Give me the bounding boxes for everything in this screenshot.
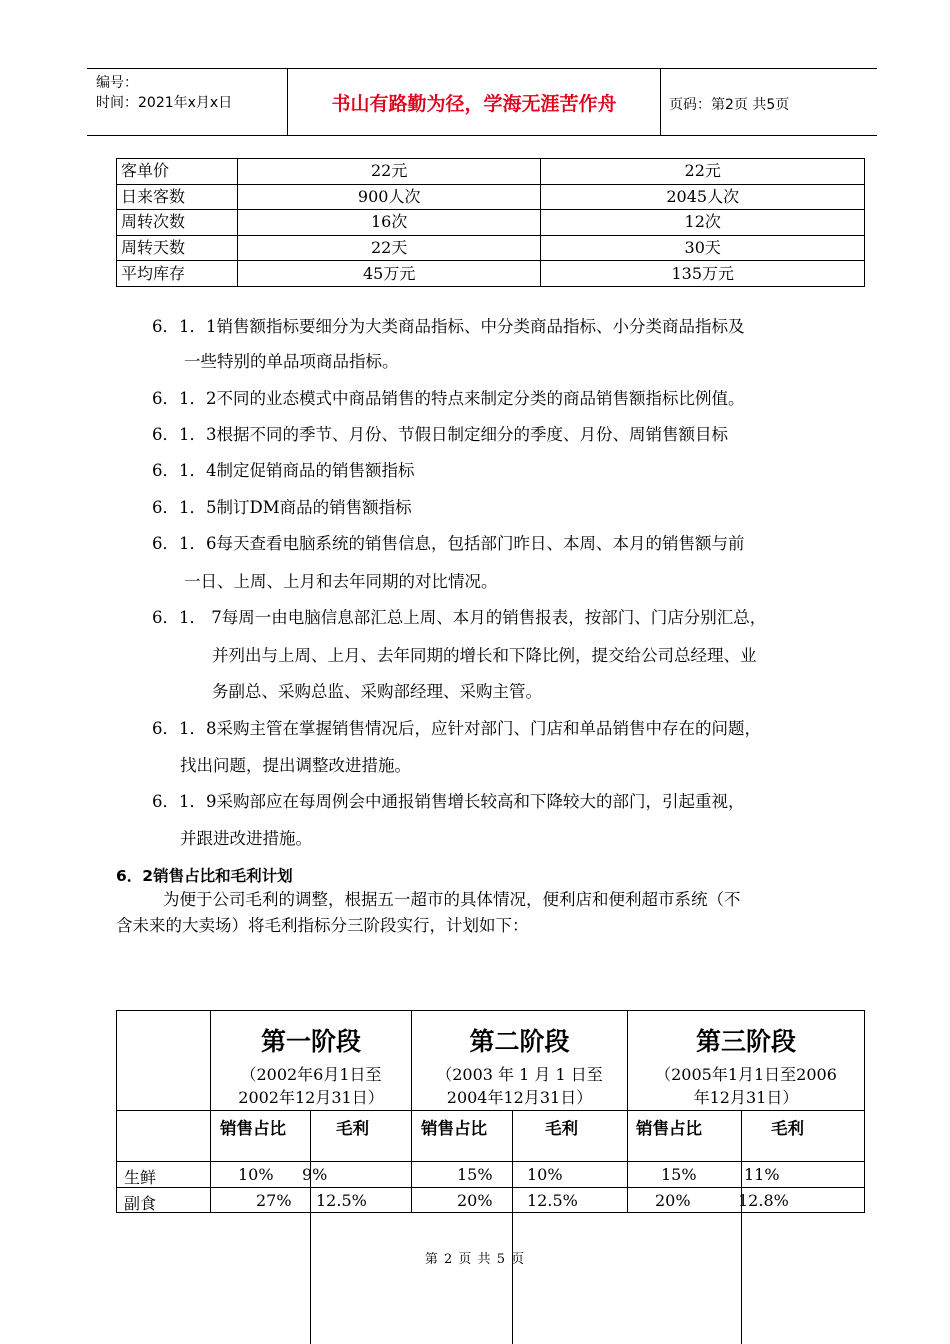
value-b: 30天 xyxy=(541,235,865,261)
table-border xyxy=(310,1110,311,1344)
value-a: 900人次 xyxy=(237,184,541,210)
row-label: 平均库存 xyxy=(117,261,238,287)
value-b: 12次 xyxy=(541,210,865,236)
item-6-line-2: 一日、上周、上月和去年同期的对比情况。 xyxy=(184,572,498,591)
page-label: 页码：第2页 共5页 xyxy=(669,97,790,113)
cell-value: 27% xyxy=(256,1191,292,1210)
col-sales-share-3: 销售占比 xyxy=(636,1119,702,1138)
table-row xyxy=(117,210,865,236)
item-7-line-2: 并列出与上周、上月、去年同期的增长和下降比例，提交给公司总经理、业 xyxy=(212,646,757,665)
row-label: 周转次数 xyxy=(117,210,238,236)
row-label: 副食 xyxy=(124,1194,157,1213)
row-label: 客单价 xyxy=(117,159,238,185)
cell-value: 11% xyxy=(744,1165,780,1184)
metrics-table xyxy=(116,158,865,287)
table-border xyxy=(741,1110,742,1344)
table-border xyxy=(864,1010,865,1212)
header-bottom-rule xyxy=(87,135,877,136)
section-intro-line-2: 含未来的大卖场）将毛利指标分三阶段实行，计划如下： xyxy=(116,916,529,935)
cell-value: 15% xyxy=(457,1165,493,1184)
item-9-line-2: 并跟进改进措施。 xyxy=(180,829,312,848)
cell-value: 15% xyxy=(661,1165,697,1184)
col-margin-1: 毛利 xyxy=(336,1119,369,1138)
header-top-rule xyxy=(87,68,877,69)
stage-2-range xyxy=(414,1063,625,1109)
item-1-line-2: 一些特别的单品项商品指标。 xyxy=(184,352,399,371)
serial-label: 编号： xyxy=(96,75,138,91)
stage-3-title: 第三阶段 xyxy=(695,1027,796,1056)
table-row xyxy=(117,261,865,287)
header-motto: 书山有路勤为径，学海无涯苦作舟 xyxy=(331,93,617,115)
value-b: 2045人次 xyxy=(541,184,865,210)
stage-2-range-line-2: 2004年12月31日） xyxy=(446,1088,593,1107)
stage-3-range xyxy=(630,1063,862,1109)
table-border xyxy=(116,1010,117,1212)
section-heading: 6．2销售占比和毛利计划 xyxy=(116,867,293,885)
item-7-line-3: 务副总、采购总监、采购部经理、采购主管。 xyxy=(212,682,542,701)
cell-value: 12.8% xyxy=(738,1191,789,1210)
cell-value: 9% xyxy=(302,1165,328,1184)
value-a: 22天 xyxy=(237,235,541,261)
value-b: 135万元 xyxy=(541,261,865,287)
stage-2-title: 第二阶段 xyxy=(469,1027,570,1056)
item-9-line-1: 6．1．9采购部应在每周例会中通报销售增长较高和下降较大的部门，引起重视， xyxy=(152,792,745,811)
item-8-line-2: 找出问题，提出调整改进措施。 xyxy=(180,756,411,775)
value-a: 22元 xyxy=(237,159,541,185)
stage-3-range-line-2: 年12月31日） xyxy=(693,1088,799,1107)
stage-1-range-line-2: 2002年12月31日） xyxy=(238,1088,384,1107)
table-border xyxy=(116,1161,865,1162)
value-a: 45万元 xyxy=(237,261,541,287)
value-a: 16次 xyxy=(237,210,541,236)
item-6-line-1: 6．1．6每天查看电脑系统的销售信息，包括部门昨日、本周、本月的销售额与前 xyxy=(152,534,745,553)
item-7-line-1: 6．1． 7每周一由电脑信息部汇总上周、本月的销售报表，按部门、门店分别汇总， xyxy=(152,608,767,627)
col-margin-2: 毛利 xyxy=(545,1119,578,1138)
item-8-line-1: 6．1．8采购主管在掌握销售情况后，应针对部门、门店和单品销售中存在的问题， xyxy=(152,719,761,738)
col-sales-share-2: 销售占比 xyxy=(421,1119,487,1138)
stage-2-range-line-1: （2003 年 1 月 1 日至 xyxy=(436,1065,603,1084)
table-border xyxy=(116,1187,865,1188)
item-2: 6．1．2不同的业态模式中商品销售的特点来制定分类的商品销售额指标比例值。 xyxy=(152,389,745,408)
header-divider-right xyxy=(660,69,661,136)
table-border xyxy=(116,1010,865,1011)
row-label: 日来客数 xyxy=(117,184,238,210)
page-footer: 第 2 页 共 5 页 xyxy=(424,1252,526,1267)
table-row xyxy=(117,159,865,185)
row-label: 生鲜 xyxy=(124,1168,157,1187)
item-4: 6．1．4制定促销商品的销售额指标 xyxy=(152,461,415,480)
time-label: 时间：2021年x月x日 xyxy=(96,95,233,111)
table-border xyxy=(116,1110,865,1111)
col-margin-3: 毛利 xyxy=(771,1119,804,1138)
stage-1-range-line-1: （2002年6月1日至 xyxy=(240,1065,382,1084)
item-3: 6．1．3根据不同的季节、月份、节假日制定细分的季度、月份、周销售额目标 xyxy=(152,425,728,444)
cell-value: 10% xyxy=(238,1165,274,1184)
cell-value: 12.5% xyxy=(527,1191,578,1210)
table-row xyxy=(117,235,865,261)
stage-3-range-line-1: （2005年1月1日至2006 xyxy=(655,1065,837,1084)
cell-value: 12.5% xyxy=(316,1191,367,1210)
stage-1-title: 第一阶段 xyxy=(260,1027,361,1056)
value-b: 22元 xyxy=(541,159,865,185)
cell-value: 10% xyxy=(527,1165,563,1184)
row-label: 周转天数 xyxy=(117,235,238,261)
table-border xyxy=(512,1110,513,1344)
table-row xyxy=(117,184,865,210)
cell-value: 20% xyxy=(655,1191,691,1210)
table-border xyxy=(116,1212,865,1213)
col-sales-share-1: 销售占比 xyxy=(220,1119,286,1138)
item-1-line-1: 6．1．1销售额指标要细分为大类商品指标、中分类商品指标、小分类商品指标及 xyxy=(152,317,745,336)
cell-value: 20% xyxy=(457,1191,493,1210)
item-5: 6．1．5制订DM商品的销售额指标 xyxy=(152,498,412,517)
stage-1-range xyxy=(213,1063,409,1109)
section-intro-line-1: 为便于公司毛利的调整，根据五一超市的具体情况，便利店和便利超市系统（不 xyxy=(163,890,741,909)
